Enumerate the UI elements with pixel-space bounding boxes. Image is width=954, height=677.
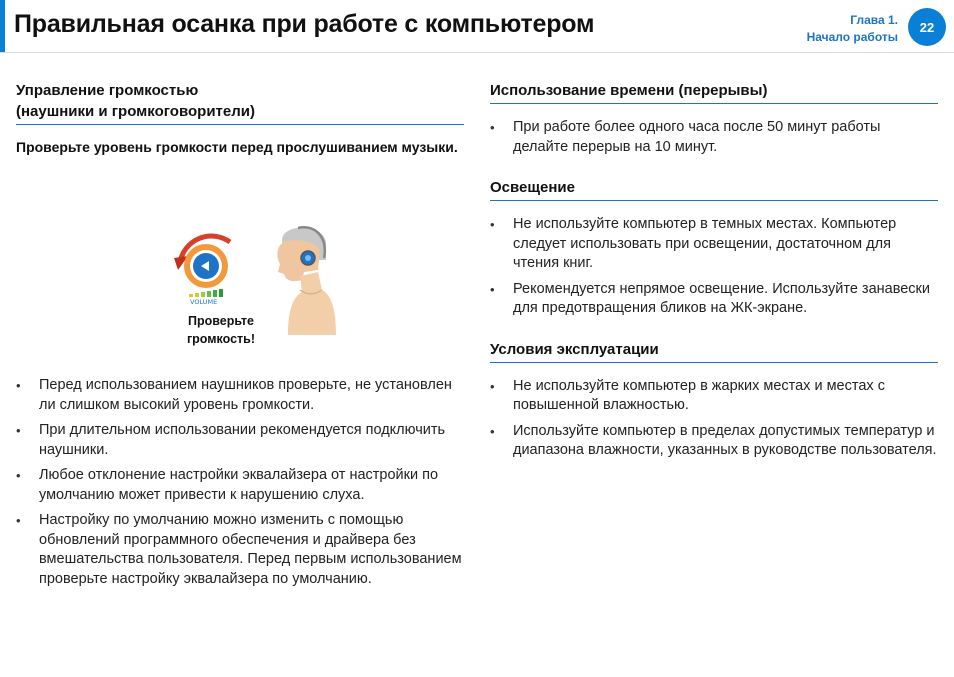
volume-bullet-list xyxy=(16,376,464,595)
section-heading-breaks: Использование времени (перерывы) xyxy=(490,80,938,104)
right-column xyxy=(490,80,938,467)
list-item: • При работе более одного часа после 50 минут работы делайте перерыв на 10 минут. xyxy=(490,118,938,157)
list-item: • Рекомендуется непрямое освещение. Используйте занавески для предотвращения бликов на ЖК-экране. xyxy=(490,280,938,319)
list-item: • Не используйте компьютер в жарких местах и местах с повышенной влажностью. xyxy=(490,377,938,416)
section-heading-volume-line1: Управление громкостью xyxy=(16,82,199,99)
section-heading-volume xyxy=(16,80,464,125)
section-heading-environment: Условия эксплуатации xyxy=(490,339,938,363)
caption-line2: громкость! xyxy=(186,332,256,346)
chapter-number: Глава 1. xyxy=(850,13,898,27)
lighting-bullet-list xyxy=(490,215,938,319)
breaks-bullet-list xyxy=(490,118,938,157)
left-column xyxy=(16,80,464,587)
section-heading-lighting: Освещение xyxy=(490,177,938,201)
chapter-name: Начало работы xyxy=(806,30,898,44)
section-heading-volume-line2: (наушники и громкоговорители) xyxy=(16,103,255,120)
list-item: • Перед использованием наушников проверьте, не установлен ли слишком высокий уровень громкости. xyxy=(16,376,464,415)
lead-text: Проверьте уровень громкости перед прослушиванием музыки. xyxy=(16,139,458,155)
list-item: • При длительном использовании рекомендуется подключить наушники. xyxy=(16,421,464,460)
volume-label: VOLUME xyxy=(190,298,218,306)
chapter-label xyxy=(807,12,898,46)
list-item: • Используйте компьютер в пределах допустимых температур и диапазона влажности, указанных в руководстве пользователя. xyxy=(490,422,938,461)
list-item: • Настройку по умолчанию можно изменить с помощью обновлений программного обеспечения и драйвера без вмешательства пользователя. Перед первым использованием проверьте настройку эквалайзера по умолчанию. xyxy=(16,511,464,589)
header-divider xyxy=(0,52,954,53)
list-item: • Любое отклонение настройки эквалайзера от настройки по умолчанию может привести к нарушению слуха. xyxy=(16,466,464,505)
header-accent-bar xyxy=(0,0,5,52)
environment-bullet-list xyxy=(490,377,938,461)
page-title: Правильная осанка при работе с компьютером xyxy=(14,10,595,38)
caption-line1: Проверьте xyxy=(187,314,255,328)
list-item: • Не используйте компьютер в темных местах. Компьютер следует использовать при освещении, достаточном для чтения книг. xyxy=(490,215,938,274)
page-number-badge: 22 xyxy=(908,8,946,46)
illustration-caption xyxy=(166,312,276,348)
